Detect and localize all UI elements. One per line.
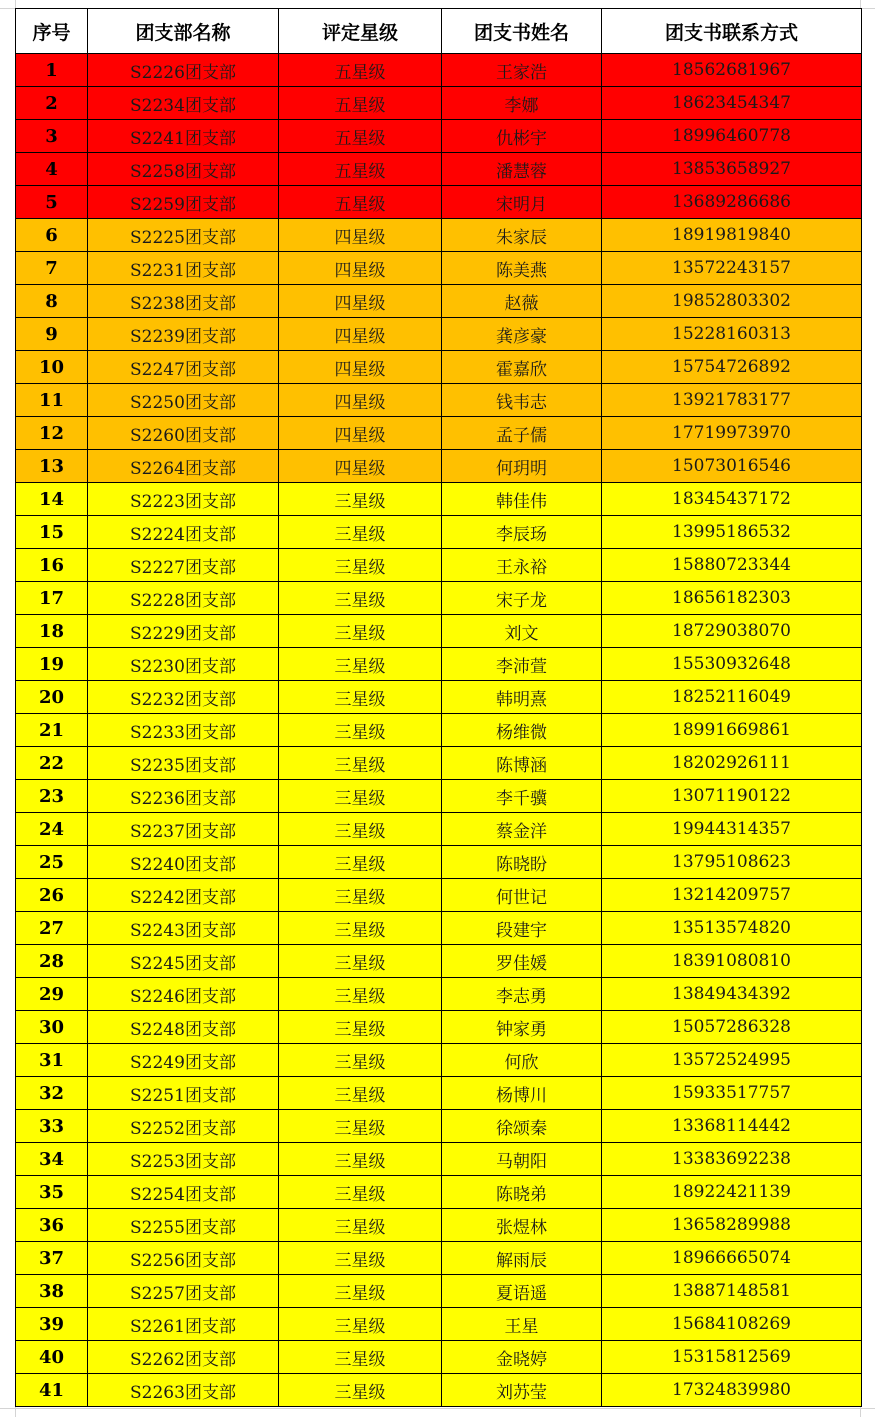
header-row xyxy=(16,9,862,54)
cell-index[interactable]: 10 xyxy=(16,351,88,384)
cell-star-rating[interactable]: 三星级 xyxy=(279,483,442,516)
cell-secretary-phone[interactable]: 13795108623 xyxy=(602,846,862,879)
cell-secretary-phone[interactable]: 18991669861 xyxy=(602,714,862,747)
cell-secretary-name[interactable]: 马朝阳 xyxy=(442,1143,602,1176)
table-row xyxy=(16,1209,862,1242)
cell-star-rating[interactable]: 五星级 xyxy=(279,120,442,153)
cell-secretary-name[interactable]: 陈美燕 xyxy=(442,252,602,285)
cell-index[interactable]: 37 xyxy=(16,1242,88,1275)
cell-secretary-phone[interactable]: 13849434392 xyxy=(602,978,862,1011)
cell-star-rating[interactable]: 三星级 xyxy=(279,1044,442,1077)
cell-index[interactable]: 1 xyxy=(16,54,88,87)
cell-star-rating[interactable]: 四星级 xyxy=(279,219,442,252)
cell-secretary-name[interactable]: 仇彬宇 xyxy=(442,120,602,153)
table-row xyxy=(16,813,862,846)
table-row xyxy=(16,879,862,912)
cell-index[interactable]: 18 xyxy=(16,615,88,648)
cell-branch-name[interactable]: S2239团支部 xyxy=(88,318,279,351)
cell-branch-name[interactable]: S2261团支部 xyxy=(88,1308,279,1341)
table-row xyxy=(16,1044,862,1077)
cell-branch-name[interactable]: S2262团支部 xyxy=(88,1341,279,1374)
header-cell-secretary-phone[interactable]: 团支书联系方式 xyxy=(602,9,862,54)
cell-secretary-phone[interactable]: 13071190122 xyxy=(602,780,862,813)
cell-star-rating[interactable]: 三星级 xyxy=(279,1143,442,1176)
cell-star-rating[interactable]: 三星级 xyxy=(279,516,442,549)
cell-secretary-phone[interactable]: 13368114442 xyxy=(602,1110,862,1143)
cell-secretary-name[interactable]: 朱家辰 xyxy=(442,219,602,252)
table-row xyxy=(16,252,862,285)
table-row xyxy=(16,186,862,219)
cell-branch-name[interactable]: S2233团支部 xyxy=(88,714,279,747)
cell-secretary-phone[interactable]: 15530932648 xyxy=(602,648,862,681)
table-row xyxy=(16,1011,862,1044)
cell-secretary-phone[interactable]: 18562681967 xyxy=(602,54,862,87)
cell-branch-name[interactable]: S2231团支部 xyxy=(88,252,279,285)
table-row xyxy=(16,285,862,318)
table-row xyxy=(16,1242,862,1275)
cell-secretary-name[interactable]: 赵薇 xyxy=(442,285,602,318)
table-row xyxy=(16,1077,862,1110)
cell-secretary-name[interactable]: 陈晓盼 xyxy=(442,846,602,879)
cell-secretary-phone[interactable]: 15684108269 xyxy=(602,1308,862,1341)
cell-secretary-name[interactable]: 杨维微 xyxy=(442,714,602,747)
cell-secretary-phone[interactable]: 18391080810 xyxy=(602,945,862,978)
cell-secretary-phone[interactable]: 18656182303 xyxy=(602,582,862,615)
cell-secretary-phone[interactable]: 13383692238 xyxy=(602,1143,862,1176)
cell-star-rating[interactable]: 三星级 xyxy=(279,714,442,747)
cell-branch-name[interactable]: S2236团支部 xyxy=(88,780,279,813)
cell-star-rating[interactable]: 三星级 xyxy=(279,615,442,648)
cell-secretary-name[interactable]: 李沛萱 xyxy=(442,648,602,681)
table-row xyxy=(16,351,862,384)
cell-secretary-phone[interactable]: 15228160313 xyxy=(602,318,862,351)
cell-index[interactable]: 39 xyxy=(16,1308,88,1341)
cell-branch-name[interactable]: S2260团支部 xyxy=(88,417,279,450)
cell-secretary-name[interactable]: 龚彦豪 xyxy=(442,318,602,351)
cell-branch-name[interactable]: S2225团支部 xyxy=(88,219,279,252)
cell-index[interactable]: 24 xyxy=(16,813,88,846)
cell-secretary-name[interactable]: 王永裕 xyxy=(442,549,602,582)
cell-star-rating[interactable]: 三星级 xyxy=(279,1341,442,1374)
table-row xyxy=(16,417,862,450)
cell-secretary-name[interactable]: 张煜林 xyxy=(442,1209,602,1242)
table-row xyxy=(16,582,862,615)
cell-index[interactable]: 28 xyxy=(16,945,88,978)
cell-index[interactable]: 26 xyxy=(16,879,88,912)
cell-secretary-name[interactable]: 钱韦志 xyxy=(442,384,602,417)
cell-index[interactable]: 25 xyxy=(16,846,88,879)
cell-star-rating[interactable]: 三星级 xyxy=(279,549,442,582)
cell-branch-name[interactable]: S2249团支部 xyxy=(88,1044,279,1077)
cell-index[interactable]: 34 xyxy=(16,1143,88,1176)
cell-index[interactable]: 38 xyxy=(16,1275,88,1308)
cell-index[interactable]: 6 xyxy=(16,219,88,252)
cell-secretary-phone[interactable]: 19944314357 xyxy=(602,813,862,846)
cell-star-rating[interactable]: 三星级 xyxy=(279,780,442,813)
cell-star-rating[interactable]: 四星级 xyxy=(279,450,442,483)
table-row xyxy=(16,1275,862,1308)
cell-star-rating[interactable]: 三星级 xyxy=(279,681,442,714)
table-row xyxy=(16,1341,862,1374)
table-row xyxy=(16,1176,862,1209)
cell-star-rating[interactable]: 五星级 xyxy=(279,54,442,87)
table-row xyxy=(16,912,862,945)
cell-star-rating[interactable]: 四星级 xyxy=(279,252,442,285)
cell-star-rating[interactable]: 三星级 xyxy=(279,945,442,978)
cell-secretary-name[interactable]: 段建宇 xyxy=(442,912,602,945)
cell-secretary-phone[interactable]: 18922421139 xyxy=(602,1176,862,1209)
cell-index[interactable]: 9 xyxy=(16,318,88,351)
table-body xyxy=(16,54,862,1407)
cell-index[interactable]: 22 xyxy=(16,747,88,780)
cell-secretary-name[interactable]: 李千骥 xyxy=(442,780,602,813)
cell-index[interactable]: 19 xyxy=(16,648,88,681)
header-cell-branch-name[interactable]: 团支部名称 xyxy=(88,9,279,54)
cell-index[interactable]: 4 xyxy=(16,153,88,186)
cell-secretary-phone[interactable]: 18252116049 xyxy=(602,681,862,714)
cell-secretary-name[interactable]: 夏语遥 xyxy=(442,1275,602,1308)
table-row xyxy=(16,1374,862,1407)
cell-index[interactable]: 29 xyxy=(16,978,88,1011)
cell-index[interactable]: 23 xyxy=(16,780,88,813)
cell-secretary-name[interactable]: 陈晓弟 xyxy=(442,1176,602,1209)
cell-branch-name[interactable]: S2253团支部 xyxy=(88,1143,279,1176)
table-row xyxy=(16,450,862,483)
cell-branch-name[interactable]: S2242团支部 xyxy=(88,879,279,912)
table-row xyxy=(16,780,862,813)
table-row xyxy=(16,945,862,978)
cell-secretary-name[interactable]: 陈博涵 xyxy=(442,747,602,780)
table-row xyxy=(16,846,862,879)
table-row xyxy=(16,1110,862,1143)
cell-index[interactable]: 8 xyxy=(16,285,88,318)
branch-rating-table xyxy=(15,8,862,1407)
cell-branch-name[interactable]: S2257团支部 xyxy=(88,1275,279,1308)
table-row xyxy=(16,648,862,681)
cell-branch-name[interactable]: S2256团支部 xyxy=(88,1242,279,1275)
cell-secretary-phone[interactable]: 18345437172 xyxy=(602,483,862,516)
cell-branch-name[interactable]: S2243团支部 xyxy=(88,912,279,945)
cell-star-rating[interactable]: 三星级 xyxy=(279,1374,442,1407)
cell-secretary-phone[interactable]: 13689286686 xyxy=(602,186,862,219)
cell-secretary-name[interactable]: 蔡金洋 xyxy=(442,813,602,846)
cell-secretary-phone[interactable]: 13513574820 xyxy=(602,912,862,945)
cell-branch-name[interactable]: S2224团支部 xyxy=(88,516,279,549)
cell-secretary-phone[interactable]: 15880723344 xyxy=(602,549,862,582)
table-row xyxy=(16,1308,862,1341)
cell-branch-name[interactable]: S2241团支部 xyxy=(88,120,279,153)
cell-secretary-phone[interactable]: 13853658927 xyxy=(602,153,862,186)
cell-secretary-name[interactable]: 何世记 xyxy=(442,879,602,912)
cell-star-rating[interactable]: 四星级 xyxy=(279,417,442,450)
cell-star-rating[interactable]: 三星级 xyxy=(279,912,442,945)
table-row xyxy=(16,714,862,747)
header-cell-secretary-name[interactable]: 团支书姓名 xyxy=(442,9,602,54)
cell-branch-name[interactable]: S2252团支部 xyxy=(88,1110,279,1143)
cell-secretary-name[interactable]: 宋明月 xyxy=(442,186,602,219)
table-row xyxy=(16,681,862,714)
gridline-vertical xyxy=(860,1407,861,1417)
cell-index[interactable]: 12 xyxy=(16,417,88,450)
cell-star-rating[interactable]: 三星级 xyxy=(279,846,442,879)
cell-branch-name[interactable]: S2223团支部 xyxy=(88,483,279,516)
cell-index[interactable]: 15 xyxy=(16,516,88,549)
cell-branch-name[interactable]: S2251团支部 xyxy=(88,1077,279,1110)
cell-secretary-phone[interactable]: 18996460778 xyxy=(602,120,862,153)
cell-star-rating[interactable]: 三星级 xyxy=(279,813,442,846)
cell-secretary-phone[interactable]: 15754726892 xyxy=(602,351,862,384)
cell-secretary-phone[interactable]: 17719973970 xyxy=(602,417,862,450)
cell-secretary-name[interactable]: 孟子儒 xyxy=(442,417,602,450)
cell-star-rating[interactable]: 四星级 xyxy=(279,318,442,351)
table-row xyxy=(16,120,862,153)
cell-star-rating[interactable]: 五星级 xyxy=(279,87,442,120)
cell-secretary-phone[interactable]: 17324839980 xyxy=(602,1374,862,1407)
cell-secretary-phone[interactable]: 13995186532 xyxy=(602,516,862,549)
cell-secretary-name[interactable]: 杨博川 xyxy=(442,1077,602,1110)
cell-secretary-name[interactable]: 韩明熹 xyxy=(442,681,602,714)
table-row xyxy=(16,549,862,582)
cell-secretary-name[interactable]: 霍嘉欣 xyxy=(442,351,602,384)
header-cell-star-rating[interactable]: 评定星级 xyxy=(279,9,442,54)
cell-secretary-phone[interactable]: 13887148581 xyxy=(602,1275,862,1308)
cell-secretary-name[interactable]: 王家浩 xyxy=(442,54,602,87)
cell-branch-name[interactable]: S2245团支部 xyxy=(88,945,279,978)
cell-secretary-name[interactable]: 罗佳媛 xyxy=(442,945,602,978)
cell-branch-name[interactable]: S2230团支部 xyxy=(88,648,279,681)
cell-secretary-name[interactable]: 刘苏莹 xyxy=(442,1374,602,1407)
cell-star-rating[interactable]: 三星级 xyxy=(279,879,442,912)
table-row xyxy=(16,87,862,120)
cell-star-rating[interactable]: 三星级 xyxy=(279,582,442,615)
cell-star-rating[interactable]: 三星级 xyxy=(279,1176,442,1209)
cell-secretary-name[interactable]: 韩佳伟 xyxy=(442,483,602,516)
cell-branch-name[interactable]: S2238团支部 xyxy=(88,285,279,318)
cell-star-rating[interactable]: 三星级 xyxy=(279,1077,442,1110)
table-row xyxy=(16,318,862,351)
cell-index[interactable]: 27 xyxy=(16,912,88,945)
cell-index[interactable]: 40 xyxy=(16,1341,88,1374)
cell-secretary-phone[interactable]: 13921783177 xyxy=(602,384,862,417)
cell-branch-name[interactable]: S2234团支部 xyxy=(88,87,279,120)
cell-secretary-phone[interactable]: 18966665074 xyxy=(602,1242,862,1275)
cell-branch-name[interactable]: S2255团支部 xyxy=(88,1209,279,1242)
table-row xyxy=(16,219,862,252)
cell-secretary-name[interactable]: 刘文 xyxy=(442,615,602,648)
cell-star-rating[interactable]: 四星级 xyxy=(279,384,442,417)
cell-index[interactable]: 20 xyxy=(16,681,88,714)
cell-branch-name[interactable]: S2237团支部 xyxy=(88,813,279,846)
cell-branch-name[interactable]: S2240团支部 xyxy=(88,846,279,879)
cell-secretary-name[interactable]: 钟家勇 xyxy=(442,1011,602,1044)
cell-index[interactable]: 35 xyxy=(16,1176,88,1209)
cell-secretary-phone[interactable]: 18202926111 xyxy=(602,747,862,780)
cell-branch-name[interactable]: S2248团支部 xyxy=(88,1011,279,1044)
cell-star-rating[interactable]: 四星级 xyxy=(279,285,442,318)
cell-secretary-name[interactable]: 徐颂秦 xyxy=(442,1110,602,1143)
cell-star-rating[interactable]: 三星级 xyxy=(279,1275,442,1308)
cell-secretary-name[interactable]: 金晓婷 xyxy=(442,1341,602,1374)
cell-secretary-phone[interactable]: 19852803302 xyxy=(602,285,862,318)
cell-star-rating[interactable]: 三星级 xyxy=(279,747,442,780)
cell-secretary-phone[interactable]: 18919819840 xyxy=(602,219,862,252)
cell-secretary-phone[interactable]: 18623454347 xyxy=(602,87,862,120)
cell-secretary-phone[interactable]: 13658289988 xyxy=(602,1209,862,1242)
table-row xyxy=(16,54,862,87)
cell-secretary-name[interactable]: 何玥明 xyxy=(442,450,602,483)
cell-secretary-name[interactable]: 王星 xyxy=(442,1308,602,1341)
cell-index[interactable]: 21 xyxy=(16,714,88,747)
cell-index[interactable]: 33 xyxy=(16,1110,88,1143)
cell-branch-name[interactable]: S2264团支部 xyxy=(88,450,279,483)
cell-branch-name[interactable]: S2246团支部 xyxy=(88,978,279,1011)
cell-index[interactable]: 30 xyxy=(16,1011,88,1044)
cell-index[interactable]: 32 xyxy=(16,1077,88,1110)
cell-star-rating[interactable]: 三星级 xyxy=(279,1308,442,1341)
header-cell-index[interactable]: 序号 xyxy=(16,9,88,54)
cell-secretary-phone[interactable]: 15073016546 xyxy=(602,450,862,483)
cell-index[interactable]: 17 xyxy=(16,582,88,615)
cell-branch-name[interactable]: S2254团支部 xyxy=(88,1176,279,1209)
cell-secretary-name[interactable]: 潘慧蓉 xyxy=(442,153,602,186)
cell-index[interactable]: 11 xyxy=(16,384,88,417)
cell-secretary-phone[interactable]: 13214209757 xyxy=(602,879,862,912)
cell-index[interactable]: 5 xyxy=(16,186,88,219)
cell-secretary-name[interactable]: 李志勇 xyxy=(442,978,602,1011)
cell-secretary-name[interactable]: 宋子龙 xyxy=(442,582,602,615)
cell-branch-name[interactable]: S2232团支部 xyxy=(88,681,279,714)
cell-branch-name[interactable]: S2235团支部 xyxy=(88,747,279,780)
table-row xyxy=(16,153,862,186)
cell-branch-name[interactable]: S2250团支部 xyxy=(88,384,279,417)
cell-secretary-phone[interactable]: 13572243157 xyxy=(602,252,862,285)
cell-secretary-name[interactable]: 何欣 xyxy=(442,1044,602,1077)
table-row xyxy=(16,384,862,417)
cell-branch-name[interactable]: S2228团支部 xyxy=(88,582,279,615)
cell-index[interactable]: 31 xyxy=(16,1044,88,1077)
cell-star-rating[interactable]: 三星级 xyxy=(279,1209,442,1242)
cell-branch-name[interactable]: S2227团支部 xyxy=(88,549,279,582)
cell-star-rating[interactable]: 四星级 xyxy=(279,351,442,384)
cell-star-rating[interactable]: 三星级 xyxy=(279,648,442,681)
cell-branch-name[interactable]: S2229团支部 xyxy=(88,615,279,648)
gridline-bottom xyxy=(0,1408,875,1409)
cell-index[interactable]: 7 xyxy=(16,252,88,285)
table-row xyxy=(16,483,862,516)
cell-secretary-name[interactable]: 解雨辰 xyxy=(442,1242,602,1275)
cell-branch-name[interactable]: S2226团支部 xyxy=(88,54,279,87)
cell-index[interactable]: 36 xyxy=(16,1209,88,1242)
cell-secretary-phone[interactable]: 15933517757 xyxy=(602,1077,862,1110)
cell-branch-name[interactable]: S2258团支部 xyxy=(88,153,279,186)
gridline-vertical xyxy=(15,1407,16,1417)
cell-secretary-phone[interactable]: 13572524995 xyxy=(602,1044,862,1077)
table-row xyxy=(16,516,862,549)
cell-index[interactable]: 3 xyxy=(16,120,88,153)
cell-index[interactable]: 2 xyxy=(16,87,88,120)
cell-secretary-phone[interactable]: 18729038070 xyxy=(602,615,862,648)
cell-index[interactable]: 16 xyxy=(16,549,88,582)
cell-index[interactable]: 13 xyxy=(16,450,88,483)
cell-star-rating[interactable]: 三星级 xyxy=(279,1011,442,1044)
cell-secretary-name[interactable]: 李娜 xyxy=(442,87,602,120)
cell-branch-name[interactable]: S2263团支部 xyxy=(88,1374,279,1407)
cell-secretary-phone[interactable]: 15315812569 xyxy=(602,1341,862,1374)
table-row xyxy=(16,615,862,648)
cell-secretary-phone[interactable]: 15057286328 xyxy=(602,1011,862,1044)
table-row xyxy=(16,747,862,780)
cell-star-rating[interactable]: 五星级 xyxy=(279,153,442,186)
cell-star-rating[interactable]: 五星级 xyxy=(279,186,442,219)
cell-star-rating[interactable]: 三星级 xyxy=(279,1242,442,1275)
table-row xyxy=(16,1143,862,1176)
table-row xyxy=(16,978,862,1011)
cell-index[interactable]: 14 xyxy=(16,483,88,516)
cell-secretary-name[interactable]: 李辰玚 xyxy=(442,516,602,549)
cell-index[interactable]: 41 xyxy=(16,1374,88,1407)
cell-branch-name[interactable]: S2247团支部 xyxy=(88,351,279,384)
cell-branch-name[interactable]: S2259团支部 xyxy=(88,186,279,219)
cell-star-rating[interactable]: 三星级 xyxy=(279,1110,442,1143)
cell-star-rating[interactable]: 三星级 xyxy=(279,978,442,1011)
